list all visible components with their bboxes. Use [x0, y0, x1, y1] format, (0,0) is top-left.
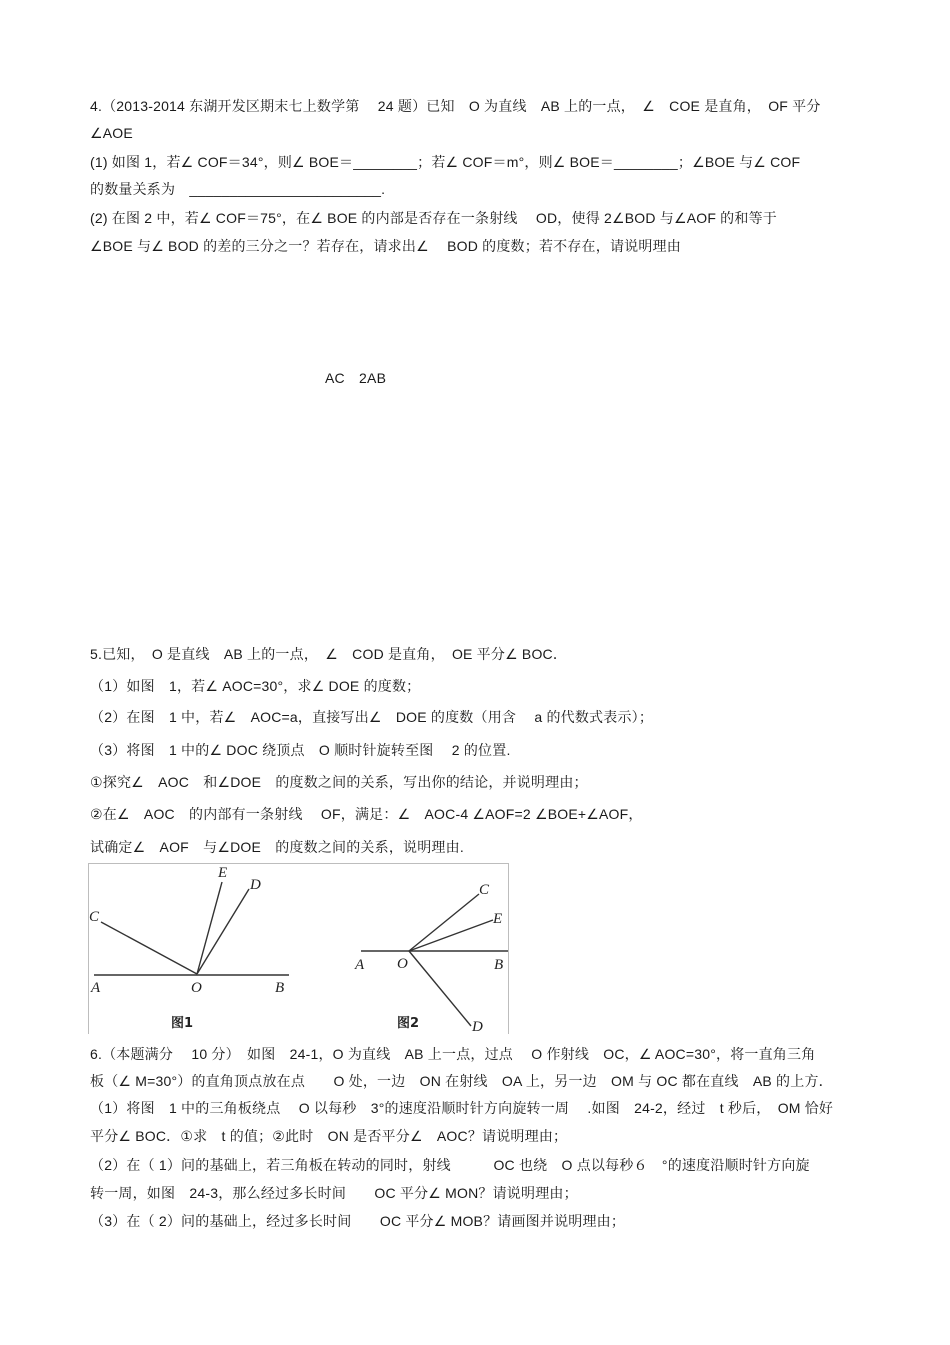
q5-line-4: （3）将图 1 中的∠ DOC 绕顶点 O 顺时针旋转至图 2 的位置.: [90, 742, 511, 758]
fig2-label-c: C: [479, 882, 490, 898]
fig2-caption: 图2: [397, 1016, 420, 1031]
fig1-label-c: C: [89, 909, 100, 925]
fig2-ray-od: [409, 951, 471, 1026]
q6-line-2: 板（∠ M=30°）的直角顶点放在点 O 处，一边 ON 在射线 OA 上，另一边 OM 与 OC 都在直线 AB 的上方．: [90, 1073, 833, 1089]
q5-line-3: （2）在图 1 中，若∠ AOC=a，直接写出∠ DOE 的度数（用含 a 的代数式表示）；: [90, 709, 654, 725]
fig1-label-o: O: [191, 980, 202, 996]
q4-line-5: (2) 在图 2 中，若∠ COF＝75°，在∠ BOE 的内部是否存在一条射线 OD，使得 2∠BOD 与∠AOF 的和等于: [90, 210, 777, 226]
stray-text: AC 2AB: [325, 370, 387, 386]
q6-line-4: 平分∠ BOC．①求 t 的值；②此时 ON 是否平分∠ AOC？请说明理由；: [90, 1128, 568, 1144]
q6-line-1: 6.（本题满分 10 分） 如图 24-1，O 为直线 AB 上一点，过点 O 作射线 OC，∠ AOC=30°，将一直角三角: [90, 1046, 816, 1062]
fig2-label-d: D: [472, 1019, 483, 1034]
fig2-label-e: E: [493, 911, 503, 927]
fig1-caption: 图1: [171, 1016, 194, 1031]
q4-line-3: (1) 如图 1，若∠ COF＝34°，则∠ BOE＝________；若∠ COF＝m°，则∠ BOE＝________；∠BOE 与∠ COF: [90, 154, 801, 170]
fig2-label-a: A: [355, 957, 365, 973]
fig1-ray-od: [197, 889, 249, 974]
q6-line-7: （3）在（ 2）问的基础上，经过多长时间 OC 平分∠ MOB？请画图并说明理由；: [90, 1213, 626, 1229]
fig1-label-a: A: [91, 980, 101, 996]
fig1-label-d: D: [250, 877, 261, 893]
q6-line-5: （2）在（ 1）问的基础上，若三角板在转动的同时，射线 OC 也绕 O 点以每秒６ °的速度沿顺时针方向旋: [90, 1157, 810, 1173]
figure-2: [354, 882, 508, 1034]
fig1-label-e: E: [218, 865, 228, 881]
figure-panel: [88, 863, 509, 1034]
q6-line-3: （1）将图 1 中的三角板绕点 O 以每秒 3°的速度沿顺时针方向旋转一周 .如图 24-2，经过 t 秒后， OM 恰好: [90, 1100, 834, 1116]
q4-line-6: ∠BOE 与∠ BOD 的差的三分之一？若存在，请求出∠ BOD 的度数；若不存在，请说明理由: [90, 238, 681, 254]
fig2-ray-oc: [409, 894, 479, 951]
fig2-label-o: O: [397, 956, 408, 972]
q4-line-2: ∠AOE: [90, 125, 133, 141]
fig2-label-b: B: [494, 957, 504, 973]
fig1-ray-oe: [197, 882, 222, 974]
q5-line-6: ②在∠ AOC 的内部有一条射线 OF，满足：∠ AOC-4 ∠AOF=2 ∠BOE+∠AOF，: [90, 806, 643, 822]
fig1-ray-oc: [101, 922, 197, 974]
figure-1: [89, 865, 289, 1031]
q5-line-5: ①探究∠ AOC 和∠DOE 的度数之间的关系，写出你的结论，并说明理由；: [90, 774, 588, 790]
q5-line-7: 试确定∠ AOF 与∠DOE 的度数之间的关系，说明理由.: [90, 839, 464, 855]
q6-line-6: 转一周，如图 24-3，那么经过多长时间 OC 平分∠ MON？请说明理由；: [90, 1185, 578, 1201]
fig1-label-b: B: [275, 980, 285, 996]
q4-line-4: 的数量关系为 ________________________.: [90, 181, 386, 197]
q5-line-2: （1）如图 1，若∠ AOC=30°，求∠ DOE 的度数；: [90, 678, 421, 694]
figures-svg: [89, 864, 508, 1034]
q5-line-1: 5.已知， O 是直线 AB 上的一点， ∠ COD 是直角， OE 平分∠ BOC．: [90, 646, 568, 662]
fig2-ray-oe: [409, 920, 493, 951]
q4-line-1: 4.（2013-2014 东湖开发区期末七上数学第 24 题）已知 O 为直线 AB 上的一点， ∠ COE 是直角， OF 平分: [90, 98, 821, 114]
